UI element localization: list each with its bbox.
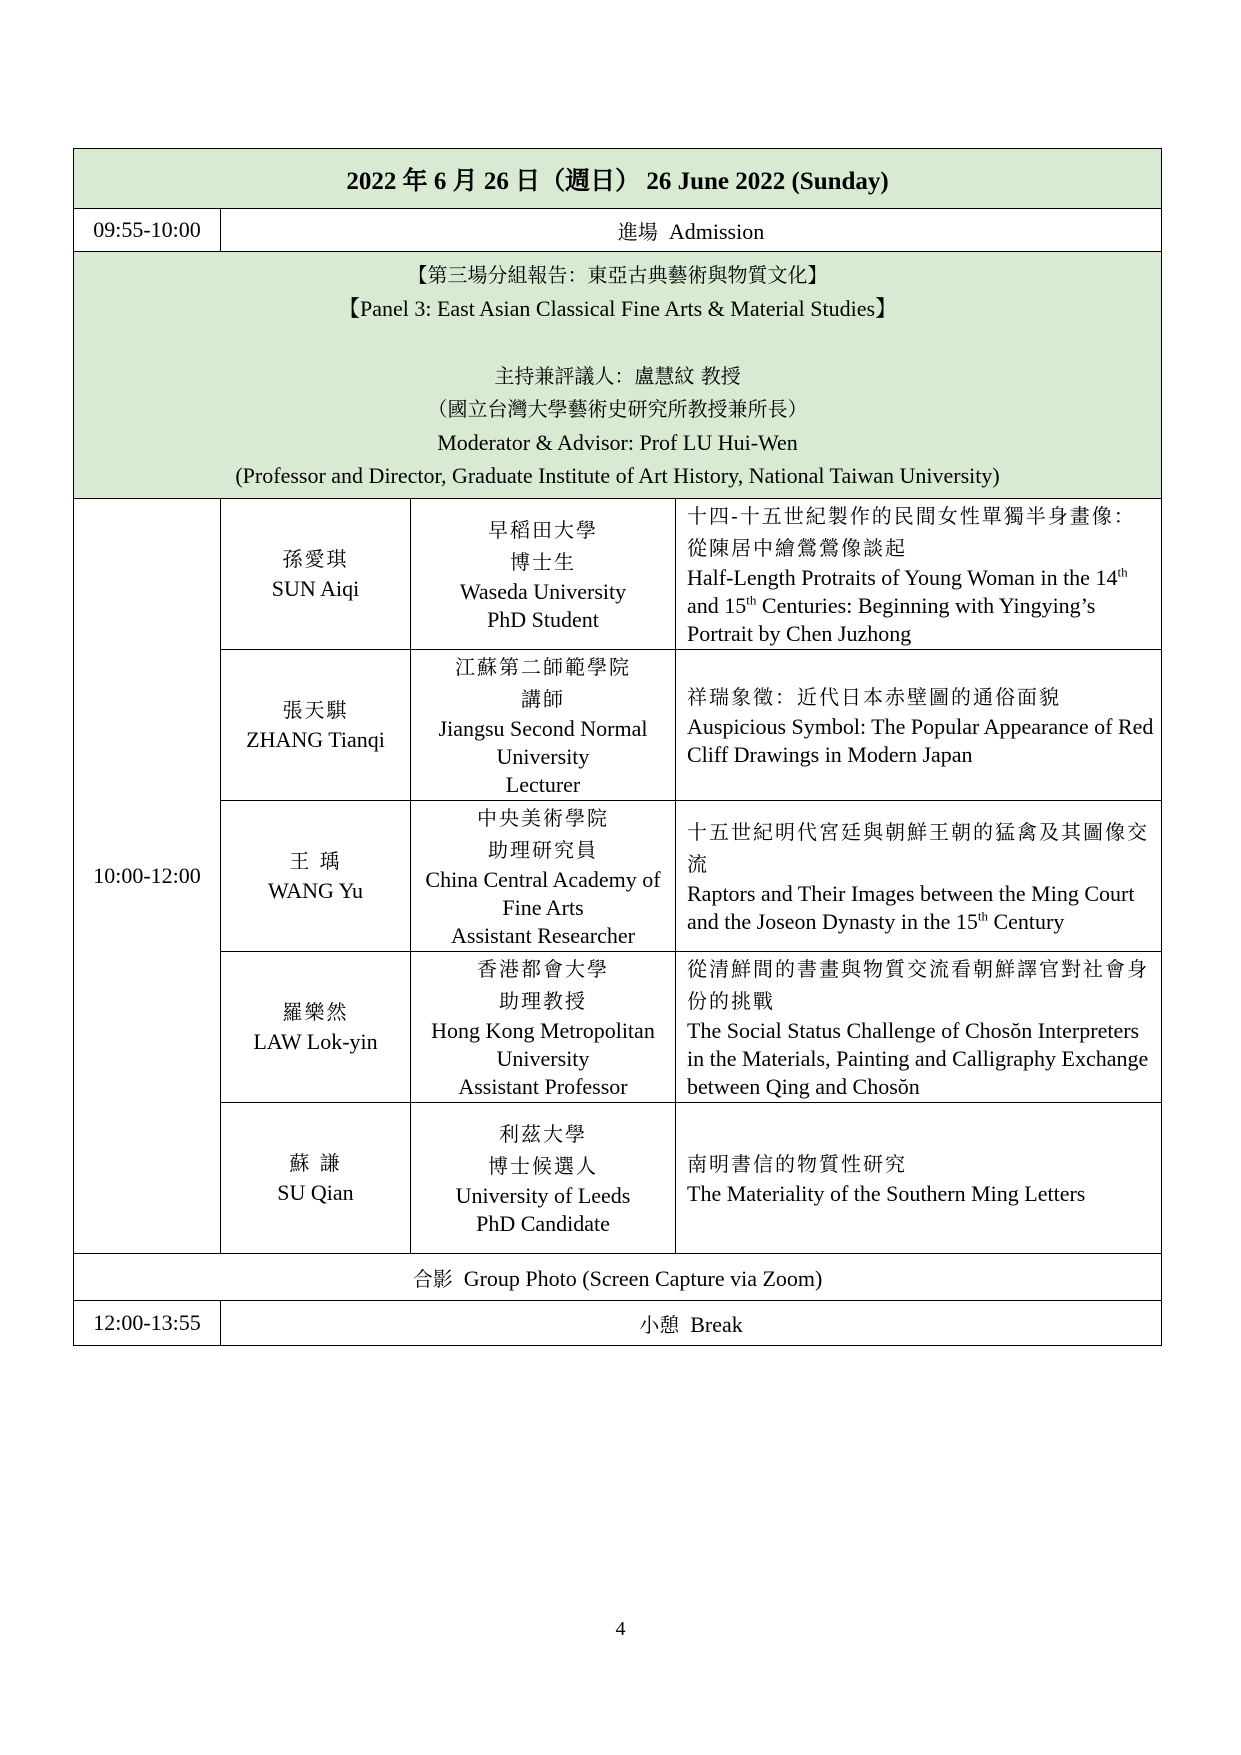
institution-en: Jiangsu Second Normal University xyxy=(438,716,648,769)
topic-en-part: Raptors and Their Images between the Ming Court and the Joseon Dynasty in the 15 xyxy=(687,881,1135,934)
institution-en: University of Leeds xyxy=(455,1183,631,1208)
group-photo-row xyxy=(74,1254,1162,1301)
topic-en-sup: th xyxy=(977,908,988,924)
institution-en: Waseda University xyxy=(459,579,627,604)
speaker-name-en: SU Qian xyxy=(277,1180,354,1205)
speaker-institution xyxy=(411,650,676,801)
topic-en xyxy=(687,880,1155,936)
admission-label-en: Admission xyxy=(668,218,765,244)
speaker-name xyxy=(221,801,411,952)
institution-cn: 香港都會大學 xyxy=(477,957,609,981)
admission-time: 09:55-10:00 xyxy=(74,209,221,252)
admission-label xyxy=(221,209,1162,252)
panel-title-cn: 【第三場分組報告：東亞古典藝術與物質文化】 xyxy=(407,262,828,287)
topic-en-part: Century xyxy=(987,909,1065,934)
panel-title-en: 【Panel 3: East Asian Classical Fine Arts & Material Studies】 xyxy=(337,295,898,321)
topic-en-sup: th xyxy=(746,592,757,608)
topic-cn: 十四-十五世紀製作的民間女性單獨半身畫像：從陳居中繪鶯鶯像談起 xyxy=(687,504,1136,560)
speaker-name xyxy=(221,952,411,1103)
admission-label-cn: 進場 xyxy=(617,219,658,244)
speaker-name-cn: 羅樂然 xyxy=(282,1000,349,1024)
topic-en: The Materiality of the Southern Ming Letters xyxy=(687,1181,1086,1206)
role-en: PhD Candidate xyxy=(476,1211,610,1236)
paper-topic xyxy=(676,952,1162,1103)
paper-topic xyxy=(676,650,1162,801)
role-cn: 助理教授 xyxy=(499,989,587,1013)
role-cn: 講師 xyxy=(521,687,565,711)
speaker-name-en: LAW Lok-yin xyxy=(253,1029,378,1054)
speaker-row xyxy=(74,499,1162,650)
speaker-institution xyxy=(411,499,676,650)
page-number: 4 xyxy=(615,1618,626,1640)
paper-topic xyxy=(676,1103,1162,1254)
topic-cn: 祥瑞象徵：近代日本赤壁圖的通俗面貌 xyxy=(687,685,1061,709)
speaker-row xyxy=(74,952,1162,1103)
role-en: Assistant Professor xyxy=(458,1074,628,1099)
speaker-name-en: WANG Yu xyxy=(267,878,364,903)
role-cn: 助理研究員 xyxy=(488,838,598,862)
speaker-name xyxy=(221,499,411,650)
topic-cn: 從清鮮間的書畫與物質交流看朝鮮譯官對社會身份的挑戰 xyxy=(687,957,1149,1013)
role-cn: 博士生 xyxy=(510,550,576,574)
institution-cn: 江蘇第二師範學院 xyxy=(455,655,631,679)
topic-en-part: Centuries: Beginning with Yingying’s Portrait by Chen Juzhong xyxy=(687,593,1096,646)
institution-en: China Central Academy of Fine Arts xyxy=(425,867,661,920)
panel-header xyxy=(74,252,1162,499)
speaker-institution xyxy=(411,952,676,1103)
speaker-row xyxy=(74,801,1162,952)
speaker-institution xyxy=(411,1103,676,1254)
topic-en-sup: th xyxy=(1117,564,1128,580)
role-en: Assistant Researcher xyxy=(451,923,635,948)
day-heading xyxy=(74,149,1162,209)
speaker-name-cn: 孫愛琪 xyxy=(282,547,349,571)
topic-en: Auspicious Symbol: The Popular Appearance of Red Cliff Drawings in Modern Japan xyxy=(687,714,1154,767)
institution-cn: 利茲大學 xyxy=(499,1122,587,1146)
speaker-institution xyxy=(411,801,676,952)
moderator-en: Moderator & Advisor: Prof LU Hui-Wen xyxy=(437,429,798,455)
group-photo-label xyxy=(74,1254,1162,1301)
break-label xyxy=(221,1301,1162,1346)
admission-row xyxy=(74,209,1162,252)
moderator-affiliation-cn: （國立台灣大學藝術史研究所教授兼所長） xyxy=(427,396,808,421)
session-time: 10:00-12:00 xyxy=(74,499,221,1254)
topic-cn: 南明書信的物質性研究 xyxy=(687,1152,907,1176)
institution-cn: 中央美術學院 xyxy=(477,806,609,830)
speaker-name xyxy=(221,1103,411,1254)
role-cn: 博士候選人 xyxy=(488,1154,598,1178)
speaker-row xyxy=(74,1103,1162,1254)
break-cn: 小憩 xyxy=(639,1312,680,1337)
speaker-name-cn: 蘇 謙 xyxy=(289,1151,342,1175)
moderator-cn: 主持兼評議人：盧慧紋 教授 xyxy=(494,363,741,388)
speaker-name-en: ZHANG Tianqi xyxy=(246,727,385,752)
institution-cn: 早稻田大學 xyxy=(488,518,598,542)
group-photo-en: Group Photo (Screen Capture via Zoom) xyxy=(463,1265,823,1291)
topic-en xyxy=(687,564,1155,648)
role-en: Lecturer xyxy=(505,772,581,797)
paper-topic xyxy=(676,801,1162,952)
speaker-name-cn: 張天騏 xyxy=(282,698,349,722)
topic-en-part: Half-Length Protraits of Young Woman in the 14 xyxy=(687,565,1118,590)
topic-en: The Social Status Challenge of Chosŏn Interpreters in the Materials, Painting and Calligraphy Exchange between Qing and Chosŏn xyxy=(687,1018,1149,1099)
topic-cn: 十五世紀明代宮廷與朝鮮王朝的猛禽及其圖像交流 xyxy=(687,820,1149,876)
programme-table xyxy=(73,148,1162,1346)
role-en: PhD Student xyxy=(487,607,599,632)
speaker-row xyxy=(74,650,1162,801)
topic-en-part: and 15 xyxy=(687,593,747,618)
speaker-name-cn: 王 瑀 xyxy=(289,849,342,873)
paper-topic xyxy=(676,499,1162,650)
break-en: Break xyxy=(690,1311,743,1337)
day-heading-text: 2022 年 6 月 26 日（週日） 26 June 2022 (Sunday) xyxy=(346,167,889,195)
moderator-affiliation-en: (Professor and Director, Graduate Institute of Art History, National Taiwan University) xyxy=(235,462,1000,488)
speaker-name-en: SUN Aiqi xyxy=(271,576,360,601)
institution-en: Hong Kong Metropolitan University xyxy=(431,1018,655,1071)
break-time: 12:00-13:55 xyxy=(74,1301,221,1346)
speaker-name xyxy=(221,650,411,801)
break-row xyxy=(74,1301,1162,1346)
group-photo-cn: 合影 xyxy=(412,1266,453,1291)
